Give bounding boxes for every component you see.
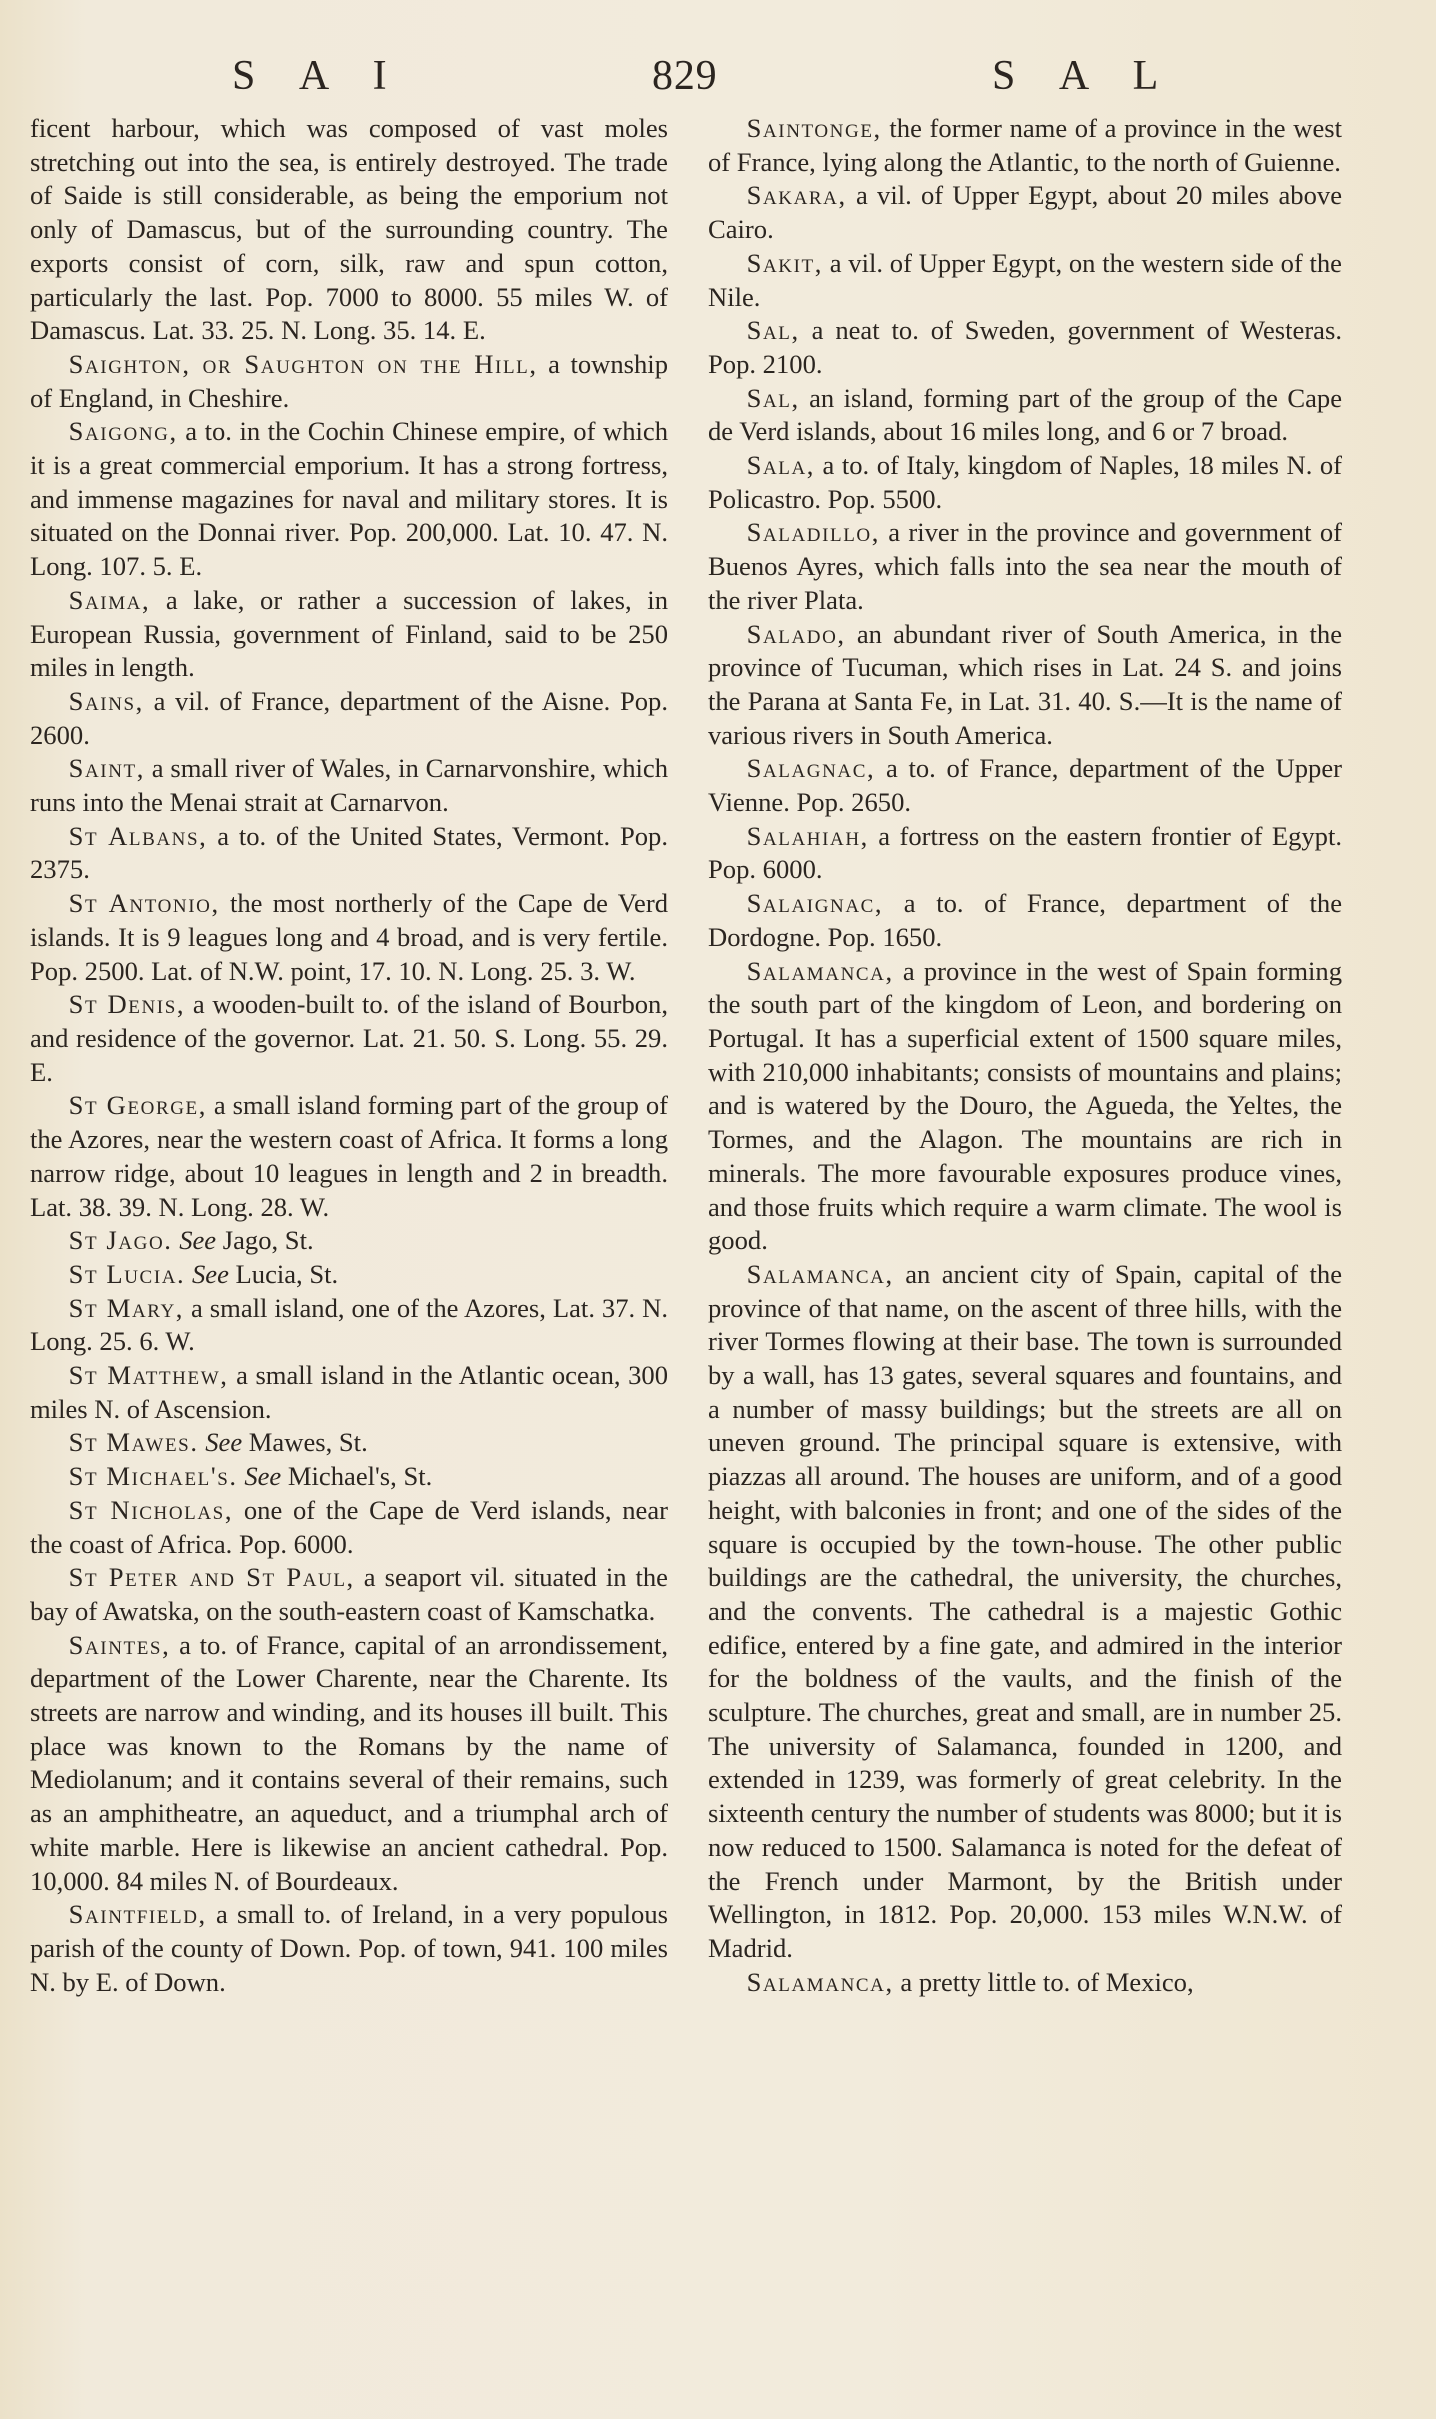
entry-body: ficent harbour, which was composed of vast moles stretching out into the sea, is entirely destroyed. The trade of Saide is still considerable, as being the emporium not only of Damascus, but of the surrounding country. The exports consist of corn, silk, raw and spun cotton, particularly the last. Pop. 7000 to 8000. 55 miles W. of Damascus. Lat. 33. 25. N. Long. 35. 14. E. [30,113,668,346]
entry-headword: Salamanca, [746,1258,894,1289]
gazetteer-entry [30,752,668,819]
gazetteer-entry [30,887,668,988]
entry-headword: St George, [68,1090,208,1121]
gazetteer-entry [30,988,668,1089]
page-header [0,52,1436,112]
entry-body: a to. of France, department of the Dordogne. Pop. 1650. [708,888,1342,952]
entry-body: a vil. of France, department of the Aisne. Pop. 2600. [30,685,668,750]
entry-body: a river in the province and government of Buenos Ayres, which falls into the sea near the mouth of the river Plata. [708,517,1342,615]
gazetteer-entry [30,1629,668,1899]
see-reference: See [179,1225,217,1256]
entry-body: Michael's, St. [281,1461,433,1492]
entry-body: a small island in the Atlantic ocean, 300 miles N. of Ascension. [30,1360,669,1424]
entry-headword: St Mary, [68,1292,185,1323]
entry-headword: St Lucia. [68,1258,186,1289]
entry-headword: Salamanca, [746,1966,894,1997]
entry-body: Lucia, St. [228,1258,339,1289]
gazetteer-entry [708,752,1342,819]
gazetteer-entry [30,685,668,752]
see-reference: See [205,1427,243,1458]
entry-headword: St Antonio, [68,888,220,919]
entry-body: one of the Cape de Verd islands, near the coast of Africa. Pop. 6000. [30,1494,669,1559]
entry-headword: Salagnac, [746,753,876,784]
entry-headword: Sal, [746,315,800,346]
gazetteer-entry [708,618,1342,753]
entry-body: an island, forming part of the group of the Cape de Verd islands, about 16 miles long, and 6 or 7 broad. [708,382,1342,447]
entry-headword: St Michael's. [68,1461,238,1492]
entry-body: Mawes, St. [242,1427,368,1458]
entry-headword: Saladillo, [746,517,880,548]
gazetteer-entry [708,112,1342,179]
entry-body: Jago, St. [216,1225,314,1256]
gazetteer-entry [30,1359,668,1426]
entry-headword: St Matthew, [68,1360,229,1391]
entry-headword: St Peter and St Paul, [68,1562,355,1593]
header-right-guideword: S A L [992,53,1176,99]
gazetteer-entry [708,247,1342,314]
entry-body: a wooden-built to. of the island of Bourbon, and residence of the governor. Lat. 21. 50. S. Long. 55. 29. E. [30,989,669,1087]
gazetteer-entry [30,584,668,685]
gazetteer-entry [30,415,668,584]
gazetteer-entry [708,887,1342,954]
entry-headword: Saint, [68,753,145,784]
right-column [708,112,1342,1999]
entry-headword: Sakit, [746,247,823,278]
page-number: 829 [652,53,718,99]
gazetteer-entry [30,1460,668,1494]
gazetteer-entry [708,449,1342,516]
gazetteer-entry [708,314,1342,381]
gazetteer-entry [708,1966,1342,2000]
entry-headword: St Nicholas, [68,1494,234,1525]
entry-body: a province in the west of Spain forming the south part of the kingdom of Leon, and bordering on Portugal. It has a superficial extent of 1500 square miles, with 210,000 inhabitants; consists of mountains and plains; and is watered by the Douro, the Agueda, the Yeltes, the Tormes, and the Alagon. The mountains are rich in minerals. The more favourable exposures produce vines, and those fruits which require a warm climate. The wool is good. [708,955,1342,1256]
entry-body: a neat to. of Sweden, government of Westeras. Pop. 2100. [708,315,1342,379]
entry-body: a to. in the Cochin Chinese empire, of which it is a great commercial emporium. It has a strong fortress, and immense magazines for naval and military stores. It is situated on the Donnai river. Pop. 200,000. Lat. 10. 47. N. Long. 107. 5. E. [30,416,668,582]
left-column [30,112,668,1999]
entry-body: the most northerly of the Cape de Verd islands. It is 9 leagues long and 4 broad, and is very fertile. Pop. 2500. Lat. of N.W. point, 17. 10. N. Long. 25. 3. W. [30,888,668,986]
see-reference: See [244,1461,282,1492]
entry-body: the former name of a province in the west of France, lying along the Atlantic, to the north of Guienne. [708,113,1342,177]
entry-body: an ancient city of Spain, capital of the province of that name, on the ascent of three hills, with the river Tormes flowing at their base. The town is surrounded by a wall, has 13 gates, several squares and fountains, and a number of massy buildings; but the streets are all on uneven ground. The principal square is extensive, with piazzas all around. The houses are uniform, and of a good height, with balconies in front; and one of the sides of the square is occupied by the town-house. The other public buildings are the cathedral, the university, the churches, and the convents. The cathedral is a majestic Gothic edifice, entered by a fine gate, and admired in the interior for the boldness of the vaults, and the finish of the sculpture. The churches, great and small, are in number 25. The university of Salamanca, founded in 1200, and extended in 1239, was formerly of great celebrity. In the sixteenth century the number of students was 8000; but it is now reduced to 1500. Salamanca is noted for the defeat of the French under Marmont, by the British under Wellington, in 1812. Pop. 20,000. 153 miles W.N.W. of Madrid. [708,1258,1342,1963]
gazetteer-entry [30,348,668,415]
entry-body: a lake, or rather a succession of lakes, in European Russia, government of Finland, said to be 250 miles in length. [30,584,668,683]
entry-headword: St Denis, [68,989,186,1020]
gazetteer-entry [30,1258,668,1292]
entry-headword: Salaignac, [746,888,884,919]
entry-headword: Sakara, [746,180,847,211]
entry-headword: St Jago. [68,1225,173,1256]
entry-body: a pretty little to. of Mexico, [893,1966,1194,1997]
entry-body: a vil. of Upper Egypt, about 20 miles above Cairo. [708,180,1342,245]
gazetteer-entry [30,1089,668,1224]
entry-body: a to. of France, department of the Upper Vienne. Pop. 2650. [708,753,1342,818]
entry-headword: Salado, [746,618,846,649]
gazetteer-entry [30,1292,668,1359]
gazetteer-entry [708,1258,1342,1966]
header-left-guideword: S A I [232,53,405,99]
entry-body: a small river of Wales, in Carnarvonshire, which runs into the Menai strait at Carnarvon. [30,753,668,818]
entry-body: a vil. of Upper Egypt, on the western side of the Nile. [708,247,1342,312]
entry-body: a small to. of Ireland, in a very populous parish of the county of Down. Pop. of town, 941. 100 miles N. by E. of Down. [30,1899,668,1997]
entry-headword: Saighton, or Saughton on the Hill, [68,348,538,379]
entry-body: a fortress on the eastern frontier of Egypt. Pop. 6000. [708,820,1342,885]
entry-body: a seaport vil. situated in the bay of Awatska, on the south-eastern coast of Kamschatka. [30,1562,668,1626]
entry-body: a small island forming part of the group of the Azores, near the western coast of Africa. It forms a long narrow ridge, about 10 leagues in length and 2 in breadth. Lat. 38. 39. N. Long. 28. W. [30,1090,669,1222]
entry-body: a to. of the United States, Vermont. Pop. 2375. [30,820,668,885]
gazetteer-entry [30,1494,668,1561]
gazetteer-entry [708,516,1342,617]
entry-body: a to. of Italy, kingdom of Naples, 18 miles N. of Policastro. Pop. 5500. [708,450,1342,514]
entry-headword: Salamanca, [746,955,894,986]
gazetteer-entry [30,112,668,348]
gazetteer-entry [708,955,1342,1258]
gazetteer-entry [30,820,668,887]
entry-headword: St Mawes. [68,1427,199,1458]
gazetteer-entry [708,820,1342,887]
entry-body: an abundant river of South America, in the province of Tucuman, which rises in Lat. 24 S. and joins the Parana at Santa Fe, in Lat. 31. 40. S.—It is the name of various rivers in South America. [708,618,1342,750]
entry-body: a township of England, in Cheshire. [30,348,668,413]
see-reference: See [191,1258,229,1289]
gazetteer-entry [30,1561,668,1628]
entry-headword: Salahiah, [746,820,869,851]
entry-headword: Saima, [68,584,151,615]
gazetteer-entry [30,1224,668,1258]
gazetteer-entry [708,382,1342,449]
entry-headword: Saintfield, [68,1899,207,1930]
entry-headword: Sal, [746,382,800,413]
entry-headword: St Albans, [68,820,208,851]
entry-headword: Saigong, [68,416,178,447]
entry-headword: Saintonge, [746,113,882,143]
entry-headword: Saintes, [68,1629,171,1660]
entry-headword: Sala, [746,450,816,481]
gazetteer-entry [30,1426,668,1460]
entry-body: a to. of France, capital of an arrondissement, department of the Lower Charente, near the Charente. Its streets are narrow and winding, and its houses ill built. This place was known to the Romans by the name of Mediolanum; and it contains several of their remains, such as an amphitheatre, an aqueduct, and a triumphal arch of white marble. Here is likewise an ancient cathedral. Pop. 10,000. 84 miles N. of Bourdeaux. [30,1629,668,1896]
entry-body: a small island, one of the Azores, Lat. 37. N. Long. 25. 6. W. [30,1292,668,1357]
gazetteer-entry [708,179,1342,246]
entry-headword: Sains, [68,685,144,716]
gazetteer-entry [30,1898,668,1999]
